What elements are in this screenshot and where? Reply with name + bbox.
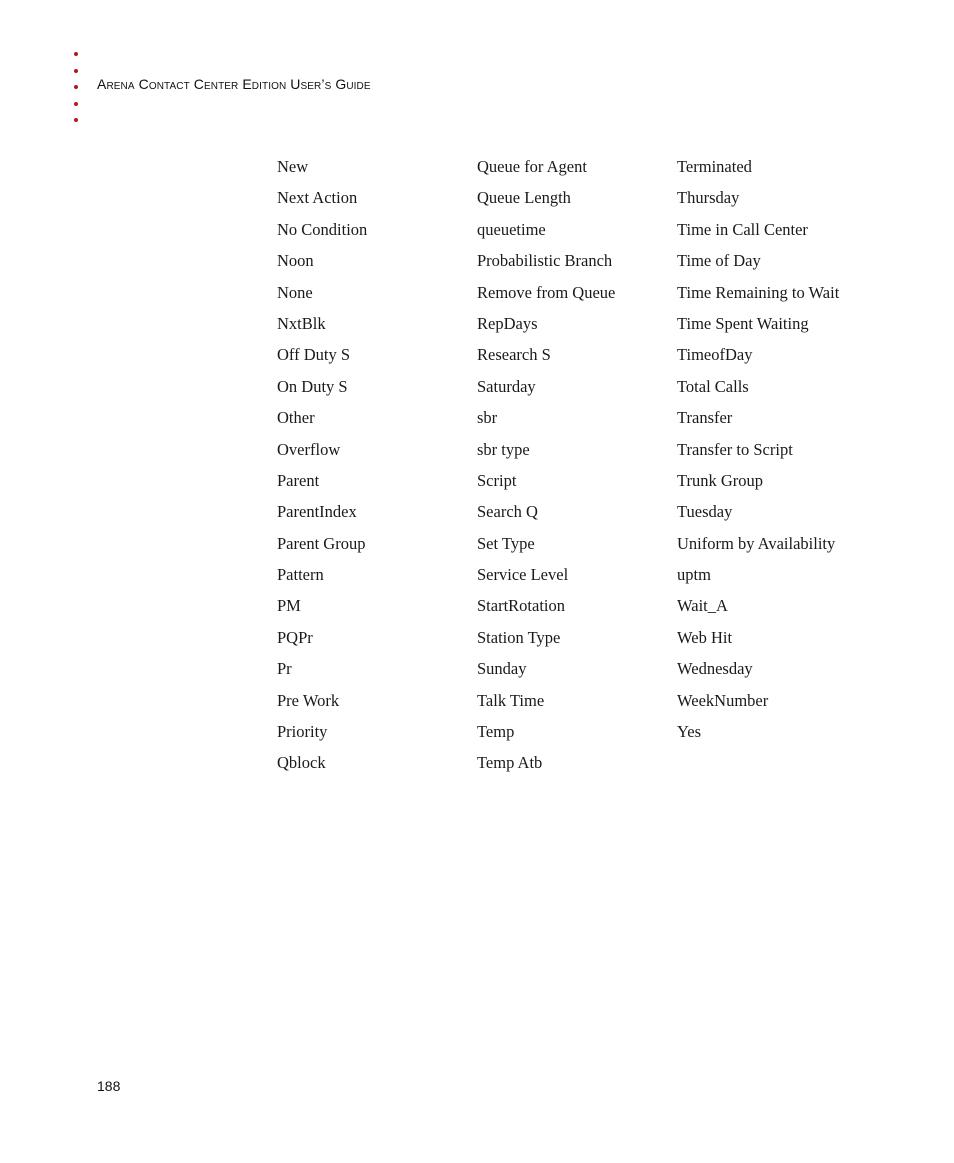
keyword-cell xyxy=(677,747,877,778)
keyword-cell: Probabilistic Branch xyxy=(477,251,613,271)
keyword-cell: Transfer to Script xyxy=(677,439,793,459)
keyword-cell: Off Duty S xyxy=(277,345,351,365)
keyword-cell: Yes xyxy=(677,722,702,742)
keyword-cell: Time in Call Center xyxy=(677,219,808,239)
keyword-cell: Set Type xyxy=(477,533,535,553)
keyword-cell: ParentIndex xyxy=(277,502,357,522)
keyword-cell: Uniform by Availability xyxy=(677,533,836,553)
keyword-cell: Service Level xyxy=(477,565,569,585)
keyword-cell: Other xyxy=(277,408,315,428)
keyword-cell: Remove from Queue xyxy=(477,282,616,302)
keyword-cell: queuetime xyxy=(477,219,546,239)
keyword-cell: StartRotation xyxy=(477,596,565,616)
keyword-cell: Sunday xyxy=(477,659,527,679)
margin-bullet xyxy=(74,112,84,129)
margin-bullet xyxy=(74,46,84,63)
keyword-cell: Station Type xyxy=(477,627,561,647)
keyword-cell: TimeofDay xyxy=(677,345,753,365)
keyword-cell: WeekNumber xyxy=(677,690,769,710)
keyword-cell: Overflow xyxy=(277,439,341,459)
keyword-cell: sbr xyxy=(477,408,498,428)
keyword-cell: Noon xyxy=(277,251,314,271)
keyword-cell: Script xyxy=(477,470,517,490)
bullet-dot-icon xyxy=(74,102,78,106)
keyword-cell: Parent Group xyxy=(277,533,366,553)
keyword-cell: Temp Atb xyxy=(477,753,543,773)
keyword-cell: Pre Work xyxy=(277,690,340,710)
keyword-cell: Trunk Group xyxy=(677,470,764,490)
keyword-cell: PM xyxy=(277,596,301,616)
keyword-cell: uptm xyxy=(677,565,711,585)
keyword-cell: sbr type xyxy=(477,439,530,459)
keyword-cell: New xyxy=(277,157,309,176)
margin-bullet xyxy=(74,63,84,80)
keyword-cell: PQPr xyxy=(277,627,313,647)
keyword-cell: Priority xyxy=(277,722,328,742)
keyword-cell: Queue Length xyxy=(477,188,571,208)
margin-bullet xyxy=(74,79,84,96)
keyword-cell: No Condition xyxy=(277,219,368,239)
keyword-cell: Web Hit xyxy=(677,627,733,647)
keyword-cell: Talk Time xyxy=(477,690,545,710)
running-header: Arena Contact Center Edition User’s Guide xyxy=(97,76,371,92)
keyword-cell: Time of Day xyxy=(677,251,761,271)
margin-bullets xyxy=(74,46,84,129)
keyword-cell: Qblock xyxy=(277,753,326,773)
keyword-cell: Time Remaining to Wait xyxy=(677,282,840,302)
keyword-cell: Wait_A xyxy=(677,596,728,616)
keyword-cell: Pattern xyxy=(277,565,324,585)
keyword-cell: On Duty S xyxy=(277,376,348,396)
keyword-cell: Research S xyxy=(477,345,551,365)
keyword-cell: Pr xyxy=(277,659,292,679)
keyword-table xyxy=(277,151,877,779)
bullet-dot-icon xyxy=(74,52,78,56)
keyword-cell: NxtBlk xyxy=(277,313,326,333)
page-number: 188 xyxy=(97,1078,121,1094)
bullet-dot-icon xyxy=(74,118,78,122)
keyword-cell: Parent xyxy=(277,470,320,490)
keyword-cell: Search Q xyxy=(477,502,538,522)
keyword-cell: Transfer xyxy=(677,408,733,428)
keyword-cell: Next Action xyxy=(277,188,358,208)
keyword-cell: Wednesday xyxy=(677,659,753,679)
keyword-cell: Total Calls xyxy=(677,376,749,396)
keyword-cell: Saturday xyxy=(477,376,536,396)
keyword-cell: Terminated xyxy=(677,157,752,176)
bullet-dot-icon xyxy=(74,69,78,73)
keyword-cell: Thursday xyxy=(677,188,740,208)
keyword-cell: Time Spent Waiting xyxy=(677,313,809,333)
keyword-cell: Queue for Agent xyxy=(477,157,587,176)
keyword-cell: RepDays xyxy=(477,313,538,333)
keyword-cell: Tuesday xyxy=(677,502,733,522)
bullet-dot-icon xyxy=(74,85,78,89)
keyword-cell: None xyxy=(277,282,313,302)
margin-bullet xyxy=(74,96,84,113)
keyword-cell: Temp xyxy=(477,722,515,742)
